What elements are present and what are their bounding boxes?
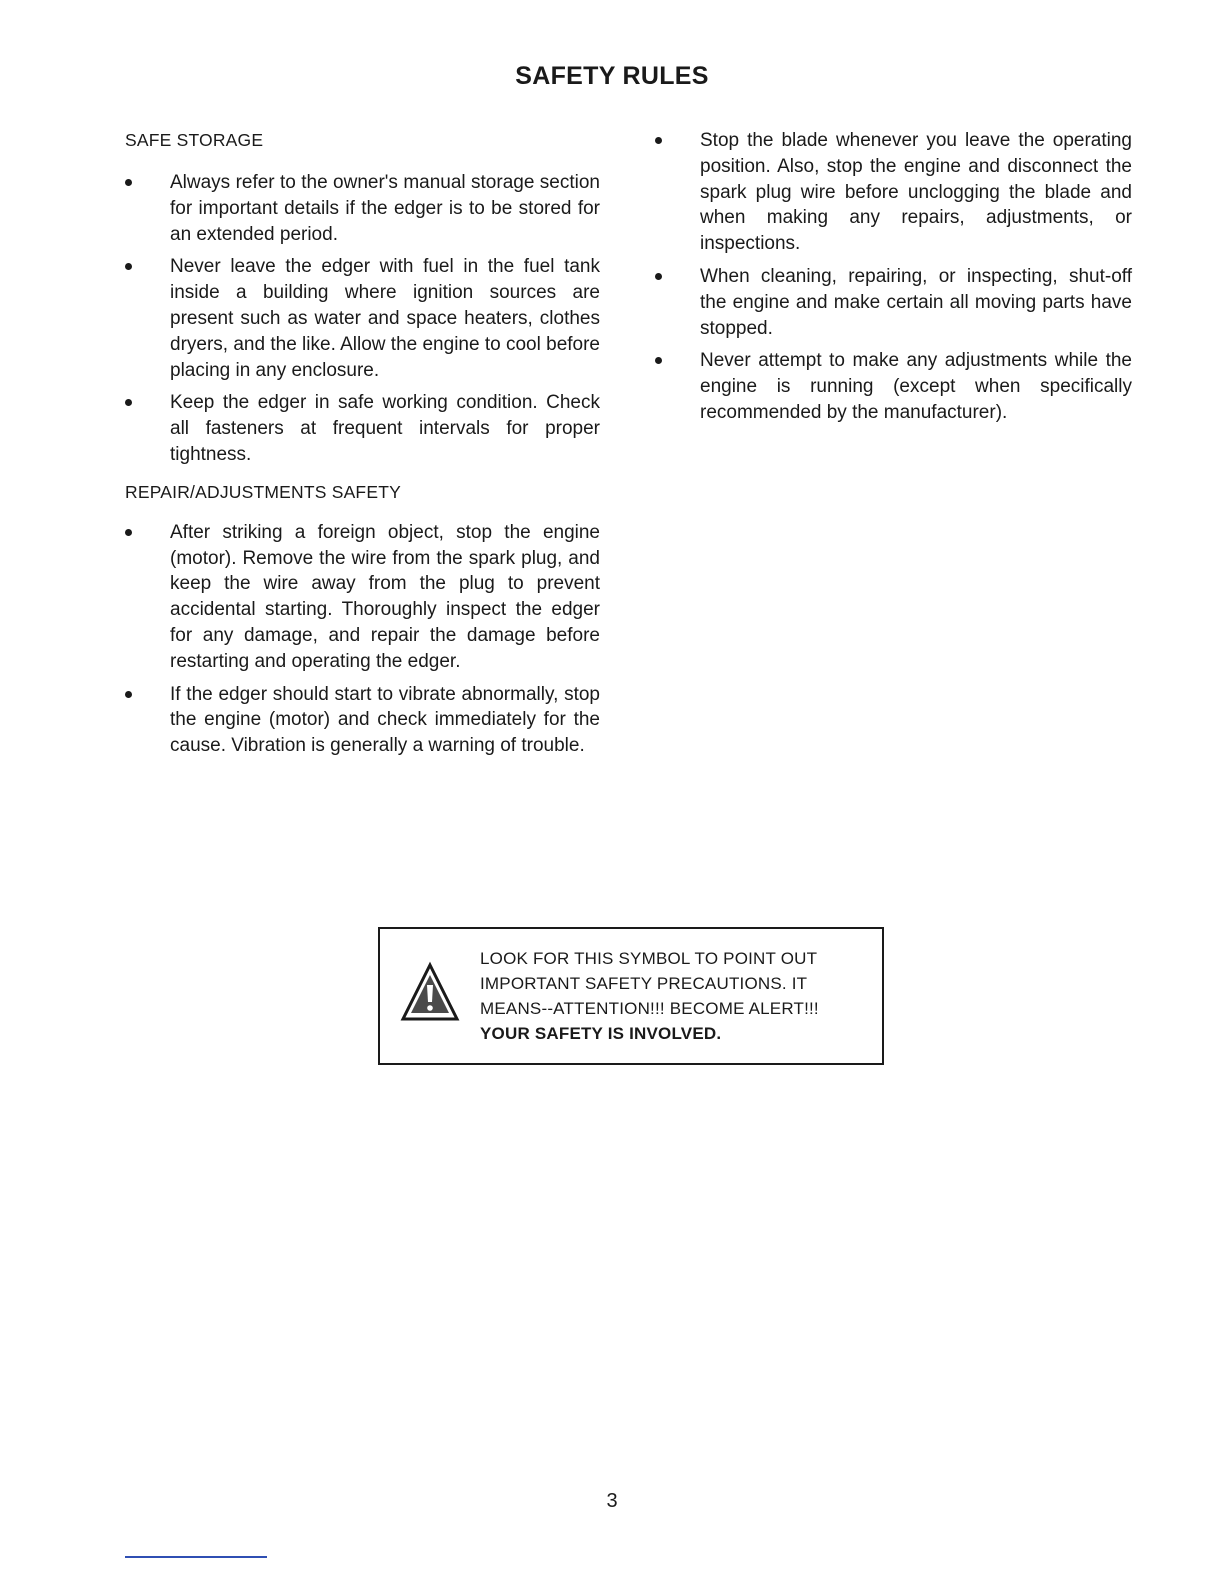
list-item xyxy=(125,520,600,675)
safe-storage-heading: SAFE STORAGE xyxy=(125,130,264,150)
notice-line: YOUR SAFETY IS INVOLVED. xyxy=(480,1024,722,1043)
list-item xyxy=(655,128,1132,257)
rule-text: After striking a foreign object, stop the engine (motor). Remove the wire from the spark plug, and keep the wire away from the plug to prevent accidental starting. Thoroughly inspect the edger for any damage, and repair the damage before restarting and operating the edger. xyxy=(170,521,600,672)
warning-triangle-icon xyxy=(400,961,460,1025)
rule-text: Never leave the edger with fuel in the fuel tank inside a building where ignition sources are present such as water and space heaters, clothes dryers, and the like. Allow the engine to cool before placing in any enclosure. xyxy=(170,256,600,381)
rule-text: Stop the blade whenever you leave the operating position. Also, stop the engine and disconnect the spark plug wire before unclogging the blade and when making any repairs, adjustments, or inspections. xyxy=(700,130,1132,255)
rule-text: Always refer to the owner's manual storage section for important details if the edger is to be stored for an extended period. xyxy=(170,172,600,245)
notice-line: IMPORTANT SAFETY PRECAUTIONS. IT xyxy=(480,974,808,993)
list-item xyxy=(125,682,600,759)
bullet-icon xyxy=(655,273,662,280)
notice-line: LOOK FOR THIS SYMBOL TO POINT OUT xyxy=(480,949,818,968)
bullet-icon xyxy=(125,399,132,406)
page-title: SAFETY RULES xyxy=(515,62,709,90)
safety-notice-text xyxy=(480,946,880,1046)
footer-rule xyxy=(125,1556,267,1558)
rule-text: Keep the edger in safe working condition. Check all fasteners at frequent intervals for proper tightness. xyxy=(170,392,600,465)
list-item xyxy=(125,170,600,247)
page-number: 3 xyxy=(606,1490,618,1512)
rule-text: If the edger should start to vibrate abnormally, stop the engine (motor) and check immediately for the cause. Vibration is generally a warning of trouble. xyxy=(170,683,600,757)
rule-text: When cleaning, repairing, or inspecting, shut-off the engine and make certain all moving parts have stopped. xyxy=(700,265,1132,339)
bullet-icon xyxy=(655,357,662,364)
safe-storage-list xyxy=(125,170,600,468)
bullet-icon xyxy=(125,263,132,270)
list-item xyxy=(655,264,1132,341)
notice-line: MEANS--ATTENTION!!! BECOME ALERT!!! xyxy=(480,999,819,1018)
repair-adjustments-heading: REPAIR/ADJUSTMENTS SAFETY xyxy=(125,481,401,502)
bullet-icon xyxy=(125,691,132,698)
general-rules-list xyxy=(655,128,1132,426)
list-item xyxy=(655,348,1132,425)
right-column xyxy=(655,128,1132,433)
repair-adjustments-list xyxy=(125,520,600,759)
bullet-icon xyxy=(125,179,132,186)
bullet-icon xyxy=(655,137,662,144)
safety-notice-box xyxy=(378,927,884,1065)
list-item xyxy=(125,254,600,383)
rule-text: Never attempt to make any adjustments while the engine is running (except when specifically recommended by the manufacturer). xyxy=(700,350,1132,423)
left-column xyxy=(125,128,600,766)
bullet-icon xyxy=(125,529,132,536)
list-item xyxy=(125,390,600,467)
